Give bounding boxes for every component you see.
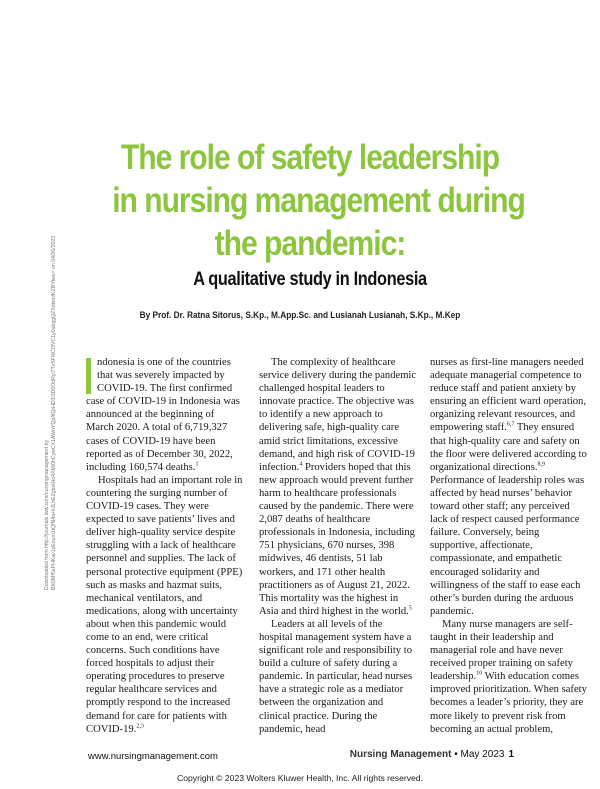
paragraph-text: Providers hoped that this new approach would prevent further harm to healthcare professionals caused by the pandemic. There were 2,087 deaths of healthcare professionals in Indonesia, including 751 physicians, 670 nurses, 398 midwives, 46 dentists, 51 lab workers, and 171 other health practitioners as of August 21, 2022. This mortality was the highest in Asia and third highest in the world.	[259, 461, 415, 617]
byline: By Prof. Dr. Ratna Sitorus, S.Kp., M.App.Sc. and Lusianah Lusianah, S.Kp., M.Kep	[139, 310, 461, 320]
reference-marker: 4	[299, 461, 303, 468]
download-notice: Downloaded from http://journals.lww.com/nursingmanagement by BhDMf5ePHKav1zEoum1tQfN4a+kJLhEZgbsIHo4XMi0hCywCX1AWnYQp/IlQrHD3i3D0OdRyi7TvSFl4Cf3VC1y0abggQZXdtwnfKZBYtws= on 04/26/2023	[44, 235, 58, 590]
paragraph	[430, 356, 588, 618]
paragraph-text: The complexity of healthcare service delivery during the pandemic challenged hospital leaders to innovate practice. The objective was to identify a new approach to delivering safe, high-quality care amid strict limitations, excessive demand, and high risk of COVID-19 infection.	[259, 357, 417, 473]
footer-website-link[interactable]: www.nursingmanagement.com	[88, 751, 218, 762]
footer-journal-info	[350, 749, 514, 760]
paragraph-text: ndonesia is one of the countries that was severely impacted by COVID-19. The first confirmed case of COVID-19 in Indonesia was announced at the beginning of March 2020. A total of 6,719,327 cases of COVID-19 have been reported as of December 30, 2022, including 160,574 deaths.	[86, 357, 240, 473]
text-column-2	[259, 356, 417, 736]
text-column-3	[430, 356, 588, 736]
paragraph	[259, 618, 417, 736]
text-column-1	[86, 356, 244, 736]
paragraph	[259, 356, 417, 618]
drop-cap-bar	[86, 358, 91, 394]
issue-date: • May 2023	[451, 749, 505, 760]
title-line: the pandemic:	[214, 224, 406, 263]
article-subtitle: A qualitative study in Indonesia	[193, 269, 427, 290]
paragraph	[430, 618, 588, 736]
title-line: The role of safety leadership	[120, 138, 500, 177]
paragraph-text: Leaders at all levels of the hospital management system have a significant role and responsibility to build a culture of safety during a pandemic. In particular, head nurses have a strategic role as a mediator between the organization and clinical practice. During the pandemic, head	[259, 618, 413, 735]
paragraph-text: nurses as first-line managers needed adequate managerial competence to reduce staff and patient anxiety by ensuring an efficient ward operation, organizing relevant resources, and empowering staff.	[430, 357, 587, 434]
reference-marker: 8,9	[537, 461, 545, 468]
copyright-notice: Copyright © 2023 Wolters Kluwer Health, Inc. All rights reserved.	[177, 773, 423, 783]
reference-marker: 2,3	[136, 723, 144, 730]
paragraph-text: Many nurse managers are self-taught in their leadership and managerial role and have never received proper training on safety leadership.	[430, 618, 573, 683]
paragraph	[86, 474, 244, 736]
paragraph	[86, 356, 244, 474]
paragraph-text: With education comes improved prioritization. When safety becomes a leader’s priority, they are more likely to prevent risk from becoming an actual problem,	[430, 671, 587, 735]
reference-marker: 1	[195, 461, 199, 468]
title-line: in nursing management during	[112, 181, 525, 220]
journal-name: Nursing Management	[349, 749, 452, 760]
reference-marker: 6,7	[506, 421, 515, 428]
paragraph-text: They ensured that high-quality care and safety on the floor were delivered according to organizational directions.	[430, 422, 587, 473]
paragraph-text: Performance of leadership roles was affected by head nurses’ behavior toward other staff; any perceived lack of respect caused performance failure. Conversely, being supportive, affectionate, compassionate, and empathetic encouraged solidarity and willingness of the staff to ease each other’s burden during the arduous pandemic.	[430, 474, 585, 617]
article-title	[112, 136, 525, 265]
reference-marker: 10	[476, 670, 483, 677]
paragraph-text: Hospitals had an important role in countering the surging number of COVID-19 cases. They were expected to save patients’ lives and deliver high-quality service despite struggling with a lack of healthcare personnel and supplies. The lack of personal protective equipment (PPE) such as masks and hazmat suits, mechanical ventilators, and medications, along with uncertainty about when this pandemic would come to an end, were critical concerns. Such conditions have forced hospitals to adjust their operating procedures to preserve regular healthcare services and promptly respond to the increased demand for care for patients with COVID-19.	[86, 474, 243, 735]
page-number: 1	[508, 749, 514, 760]
reference-marker: 5	[408, 605, 412, 612]
